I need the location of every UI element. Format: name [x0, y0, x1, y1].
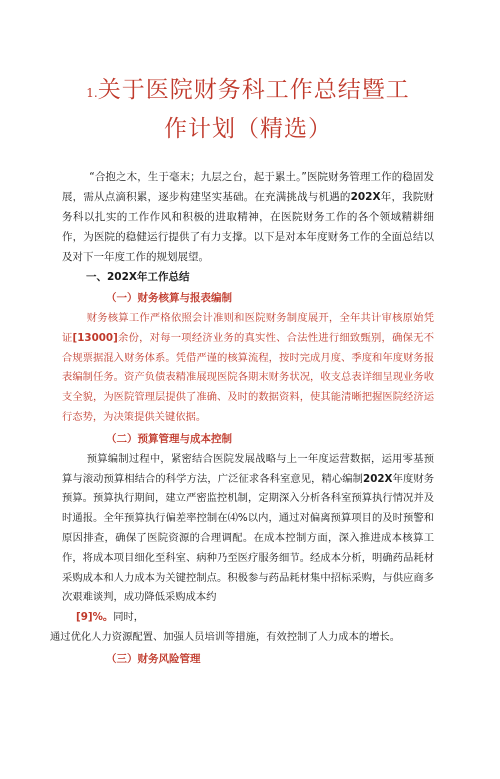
voucher-count: [13000]: [72, 331, 118, 344]
document-page: [0, 72, 500, 779]
subsection-heading-budget: （二）预算管理与成本控制: [106, 432, 232, 445]
subsection-heading-risk: （三）财务风险管理: [106, 652, 201, 665]
title-line-2: 作计划（精选）: [164, 116, 332, 142]
subsection-heading-accounting: （一）财务核算与报表编制: [106, 292, 232, 304]
document-title: [62, 72, 434, 147]
cost-reduction-line: [9]%。同时，: [76, 611, 145, 624]
title-number: 1.: [86, 86, 98, 100]
cost-reduction-percent: [9]%。: [76, 611, 114, 624]
paragraph-accounting: 财务核算工作严格依照会计准则和医院财务制度展开，全年共计审核原始凭证[13000]余份，对每一项经济业务的真实性、合法性进行细致甄别，确保无不合规票据混入财务体系。凭借严谨的核算流程，按时完成月度、季度和年度财务报表编制任务。资产负债表精准展现医院各期末财务状况，收支总表详细呈现业务收支全貌，为医院管理层提供了准确、及时的数据资料，使其能清晰把握医院经济运行态势，为决策提供关键依据。: [62, 312, 435, 423]
budget-year: 202X: [363, 472, 393, 485]
intro-year: 202X: [350, 191, 381, 203]
section-heading-summary: 一、202X年工作总结: [86, 271, 190, 283]
title-line-1: 1.关于医院财务科工作总结暨工: [86, 77, 410, 103]
paragraph-budget-tail: 通过优化人力资源配置、加强人员培训等措施，有效控制了人力成本的增长。: [50, 630, 401, 643]
paragraph-budget: 预算编制过程中，紧密结合医院发展战略与上一年度运营数据，运用零基预算与滚动预算相结合的科学方法，广泛征求各科室意见，精心编制202X年度财务预算。预算执行期间，建立严密监控机制，定期深入分析各科室预算执行情况并及时通报。全年预算执行偏差率控制在⑷%以内，通过对偏离预算项目的及时预警和原因排查，确保了医院资源的合理调配。在成本控制方面，深入推进成本核算工作，将成本项目细化至科室、病种乃至医疗服务细节。经成本分析，明确药品耗材采购成本和人力成本为关键控制点。积极参与药品耗材集中招标采购，与供应商多次艰难谈判，成功降低采购成本约: [62, 452, 435, 604]
intro-paragraph: “合抱之木，生于毫末；九层之台，起于累土。”医院财务管理工作的稳固发展，需从点滴积累，逐步构建坚实基础。在充满挑战与机遇的202X年，我院财务科以扎实的工作作风和积极的进取精神，在医院财务工作的各个领域精耕细作，为医院的稳健运行提供了有力支撑。以下是对本年度财务工作的全面总结以及对下一年度工作的规划展望。: [62, 171, 435, 263]
